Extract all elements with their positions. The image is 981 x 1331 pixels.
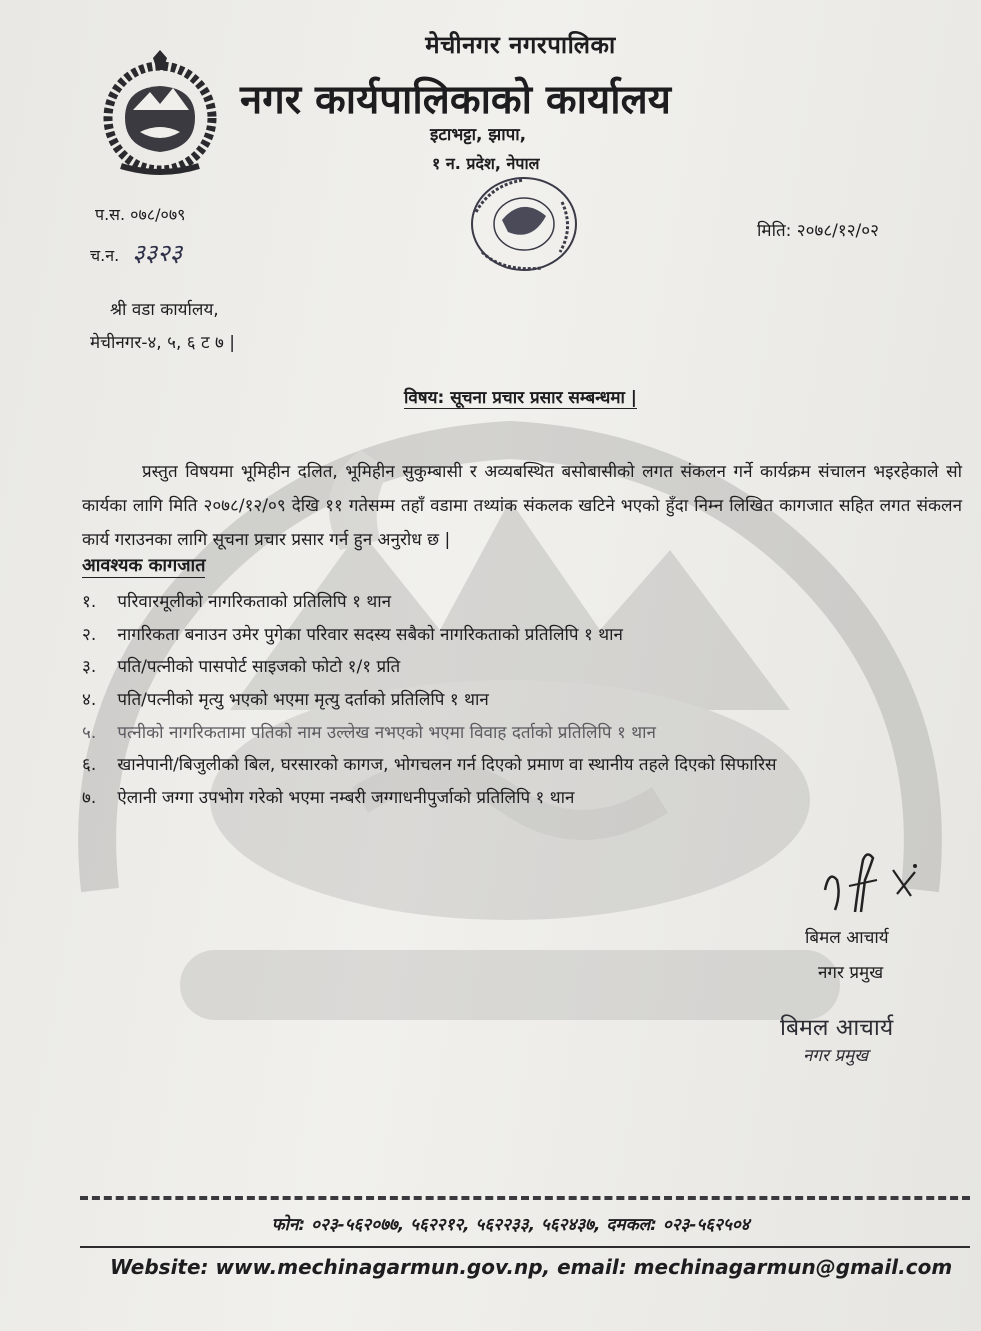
item-text: पति/पत्नीको मृत्यु भएको भएमा मृत्यु दर्ताको प्रतिलिपि १ थान bbox=[117, 690, 489, 711]
municipality-name: मेचीनगर नगरपालिका bbox=[425, 31, 616, 59]
footer-website-email: Website: www.mechinagarmun.gov.np, email: mechinagarmun@gmail.com bbox=[110, 1255, 953, 1279]
office-name: नगर कार्यपालिकाको कार्यालय bbox=[240, 77, 671, 123]
list-item bbox=[82, 586, 972, 619]
handwritten-signature bbox=[815, 850, 925, 920]
signatory-title: नगर प्रमुख bbox=[818, 963, 884, 983]
list-item bbox=[82, 749, 972, 782]
requirements-heading: आवश्यक कागजात bbox=[82, 555, 206, 576]
office-address: इटाभट्टा, झापा, bbox=[430, 125, 527, 145]
footer-phone: फोन: ०२३-५६२०७७, ५६२२१२, ५६२२३३, ५६२४३७, दमकल: ०२३-५६२५०४ bbox=[271, 1215, 750, 1235]
letter-date: मिति: २०७८/१२/०२ bbox=[757, 221, 879, 241]
nepal-emblem-icon bbox=[95, 48, 225, 178]
title-stamp: नगर प्रमुख bbox=[803, 1046, 869, 1066]
item-number: ५. bbox=[82, 722, 97, 743]
office-province: १ न. प्रदेश, नेपाल bbox=[432, 154, 540, 173]
subject-line bbox=[0, 385, 981, 408]
dispatch-number-handwritten: ३३२३ bbox=[132, 239, 183, 267]
body-paragraph: प्रस्तुत विषयमा भूमिहीन दलित, भूमिहीन सुकुम्बासी र अव्यबस्थित बसोबासीको लगत संकलन गर्ने कार्यक्रम संचालन भइरहेकाले सो कार्यका लागि मिति २०७८/१२/०९ देखि ११ गतेसम्म तहाँ वडामा तथ्यांक संकलक खटिने भएको हुँदा निम्न लिखित कागजात सहित लगत संकलन कार्य गराउनका लागि सूचना प्रचार प्रसार गर्न हुन अनुरोध छ | bbox=[82, 462, 962, 550]
dispatch-number bbox=[90, 236, 182, 269]
recipient-line2: मेचीनगर-४, ५, ६ ट ७ | bbox=[90, 333, 235, 353]
item-text: नागरिकता बनाउन उमेर पुगेका परिवार सदस्य सबैको नागरिकताको प्रतिलिपि १ थान bbox=[117, 624, 623, 645]
recipient-line1: श्री वडा कार्यालय, bbox=[110, 300, 219, 320]
item-text: परिवारमूलीको नागरिकताको प्रतिलिपि १ थान bbox=[117, 592, 392, 612]
item-number: १. bbox=[82, 592, 97, 612]
item-text: खानेपानी/बिजुलीको बिल, घरसारको कागज, भोगचलन गर्न दिएको प्रमाण वा स्थानीय तहले दिएको सिफारिस bbox=[117, 755, 777, 776]
list-item bbox=[82, 651, 972, 684]
footer-divider bbox=[80, 1246, 970, 1248]
reference-number: प.स. ०७८/०७९ bbox=[95, 205, 186, 224]
dispatch-label: च.न. bbox=[90, 246, 120, 265]
name-stamp: बिमल आचार्य bbox=[780, 1015, 894, 1041]
item-number: ६. bbox=[82, 755, 97, 776]
item-number: ४. bbox=[82, 690, 97, 711]
item-text: पति/पत्नीको पासपोर्ट साइजको फोटो १/१ प्रति bbox=[117, 657, 401, 678]
item-text: ऐलानी जग्गा उपभोग गरेको भएमा नम्बरी जग्गाधनीपुर्जाको प्रतिलिपि १ थान bbox=[117, 788, 575, 809]
item-text: पत्नीको नागरिकतामा पतिको नाम उल्लेख नभएको भएमा विवाह दर्ताको प्रतिलिपि १ थान bbox=[117, 722, 656, 743]
list-item bbox=[82, 619, 972, 652]
list-item bbox=[82, 717, 972, 750]
requirements-list bbox=[82, 586, 972, 815]
item-number: २. bbox=[82, 624, 97, 645]
item-number: ३. bbox=[82, 657, 97, 678]
subject-text: विषय: सूचना प्रचार प्रसार सम्बन्धमा | bbox=[403, 388, 638, 408]
item-number: ७. bbox=[82, 788, 97, 809]
office-seal-stamp bbox=[462, 172, 587, 277]
signatory-name: बिमल आचार्य bbox=[805, 928, 889, 948]
footer-divider-dashed bbox=[80, 1196, 970, 1200]
list-item bbox=[82, 684, 972, 717]
list-item bbox=[82, 782, 972, 815]
